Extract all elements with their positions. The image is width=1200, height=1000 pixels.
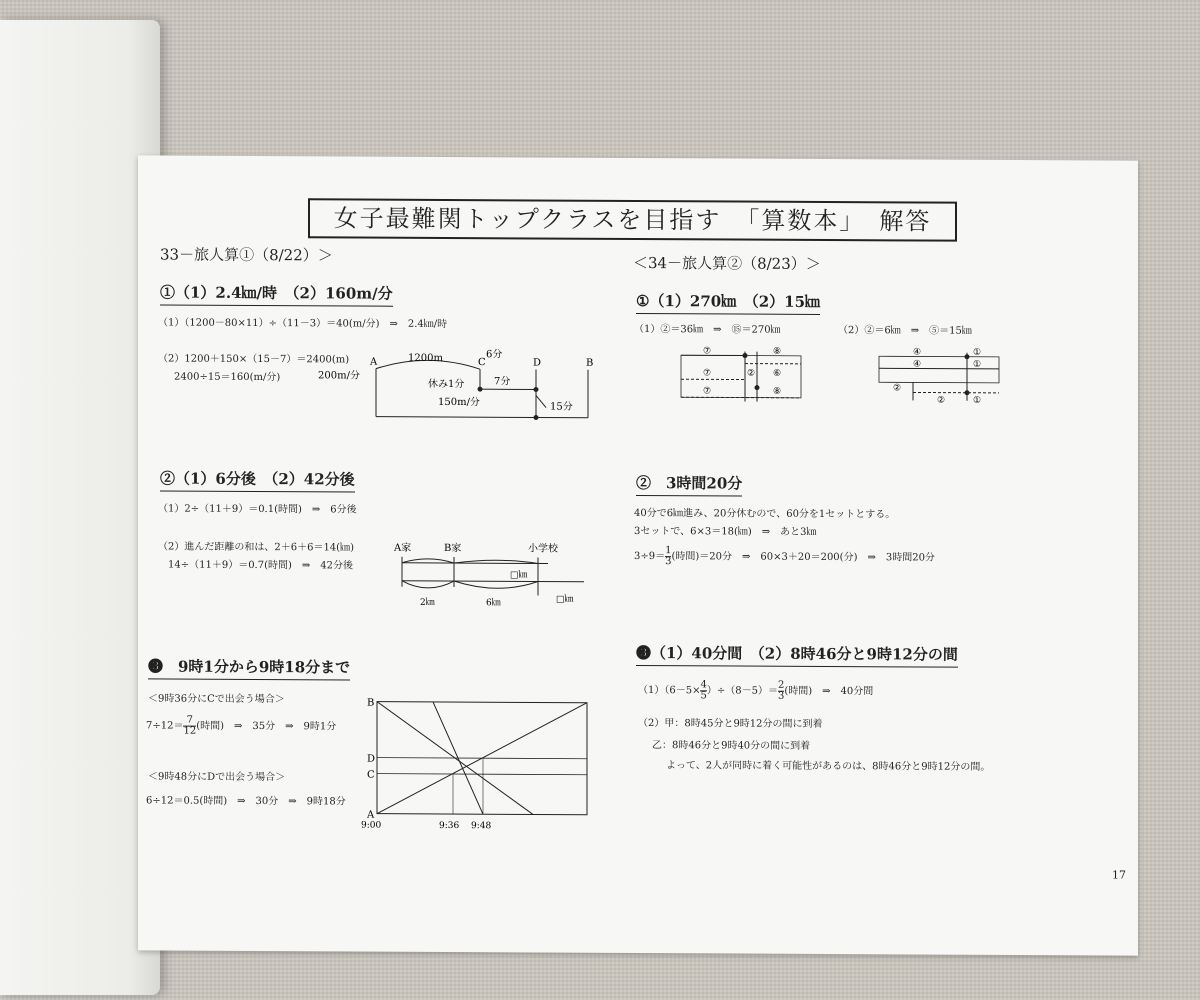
left-q3-graph bbox=[353, 692, 613, 833]
page-title: 女子最難関トップクラスを目指す 「算数本」 解答 bbox=[308, 198, 957, 241]
graph-time-936: 9:36 bbox=[439, 820, 460, 832]
label-rest: 休み1分 bbox=[428, 378, 465, 391]
graph-label-d: D bbox=[367, 753, 376, 765]
svg-text:⑧: ⑧ bbox=[773, 346, 782, 357]
svg-text:⑦: ⑦ bbox=[703, 346, 712, 357]
right-q1-diagram-left bbox=[673, 343, 823, 414]
left-q3-heading: ❸ 9時1分から9時18分まで bbox=[148, 655, 350, 680]
label-b-house: B家 bbox=[444, 542, 462, 555]
svg-text:①: ① bbox=[973, 359, 982, 370]
page-number: 17 bbox=[1112, 868, 1126, 882]
left-q2-diagram bbox=[388, 535, 598, 616]
left-q1-diagram bbox=[318, 346, 618, 428]
graph-label-a: A bbox=[367, 809, 375, 821]
left-q1-line1: （1）（1200－80×11）÷（11－3）＝40(m/分) ⇒ 2.4㎞/時 bbox=[158, 317, 448, 331]
label-6km: 6㎞ bbox=[486, 598, 501, 609]
right-q2-heading: ② 3時間20分 bbox=[636, 472, 742, 497]
left-q3-eq2: 6÷12＝0.5(時間) ⇒ 30分 ⇒ 9時18分 bbox=[146, 795, 346, 808]
left-q1-line3: 2400÷15＝160(m/分) bbox=[174, 371, 281, 384]
label-200mpm: 200m/分 bbox=[318, 370, 360, 382]
answer-page bbox=[138, 155, 1138, 955]
svg-text:⑧: ⑧ bbox=[773, 386, 782, 397]
svg-text:②: ② bbox=[937, 395, 946, 406]
right-q2-line1: 40分で6㎞進み、20分休むので、60分を1セットとする。 bbox=[634, 507, 896, 521]
label-a-house: A家 bbox=[394, 542, 412, 554]
left-q2-line2: （2）進んだ距離の和は、2＋6＋6＝14(㎞) bbox=[158, 541, 354, 554]
label-school: 小学校 bbox=[528, 543, 558, 555]
label-a: A bbox=[370, 356, 378, 368]
svg-text:④: ④ bbox=[913, 359, 922, 370]
label-d: D bbox=[533, 357, 542, 369]
right-q1-diagram-right bbox=[873, 344, 1023, 415]
right-q3-line2: （2）甲：8時45分と9時12分の間に到着 bbox=[638, 718, 823, 730]
label-15min: 15分 bbox=[550, 401, 573, 413]
left-q2-line1: （1）2÷（11＋9）＝0.1(時間) ⇒ 6分後 bbox=[158, 503, 357, 516]
label-box-km-2: □㎞ bbox=[556, 594, 574, 605]
graph-label-b: B bbox=[367, 697, 375, 709]
label-b: B bbox=[586, 357, 594, 369]
left-q3-eq1: 7÷12＝ $\frac{7}{12}$ (時間) ⇒ 35分 ⇒ 9時1分 bbox=[146, 714, 337, 737]
label-1200m: 1200m bbox=[408, 352, 443, 364]
left-q3-case2: ＜9時48分にDで出会う場合＞ bbox=[148, 771, 286, 784]
right-q3-line4: よって、2人が同時に着く可能性があるのは、8時46分と9時12分の間。 bbox=[666, 760, 991, 773]
right-q2-equation: 3÷9＝ $\frac{1}{3}$ (時間)＝20分 ⇒ 60×3＋20＝200(分) ⇒ 3時間20分 bbox=[634, 545, 935, 568]
label-7min: 7分 bbox=[494, 376, 511, 388]
label-c: C bbox=[478, 357, 486, 369]
right-q3-heading: ❸（1）40分間 （2）8時46分と9時12分の間 bbox=[636, 642, 958, 668]
graph-label-c: C bbox=[367, 769, 375, 781]
right-q1-line1: （1）②＝36㎞ ⇒ ⑮＝270㎞ bbox=[634, 323, 781, 336]
graph-time-900: 9:00 bbox=[361, 820, 382, 831]
label-box-km-1: □㎞ bbox=[510, 570, 528, 581]
label-6min: 6分 bbox=[486, 349, 503, 361]
left-q3-case1: ＜9時36分にCで出会う場合＞ bbox=[148, 693, 285, 706]
right-q3-line1: （1）（6－5× $\frac{4}{5}$ ）÷（8－5）＝ $\frac{2}{3}$ (時間) ⇒ 40分間 bbox=[638, 679, 874, 702]
svg-text:②: ② bbox=[893, 383, 902, 394]
left-q2-line3: 14÷（11＋9）＝0.7(時間) ⇒ 42分後 bbox=[168, 559, 353, 572]
svg-text:②: ② bbox=[747, 368, 756, 379]
svg-text:①: ① bbox=[973, 395, 982, 406]
previous-page bbox=[0, 20, 160, 995]
right-q1-line2: （2）②＝6㎞ ⇒ ⑤＝15㎞ bbox=[838, 325, 972, 337]
graph-time-948: 9:48 bbox=[471, 821, 492, 832]
right-section-header: ＜34－旅人算②（8/23）＞ bbox=[633, 253, 821, 273]
left-q1-heading: ①（1）2.4㎞/時 （2）160m/分 bbox=[160, 281, 393, 306]
svg-text:①: ① bbox=[973, 347, 982, 358]
svg-text:④: ④ bbox=[913, 347, 922, 358]
label-150mpm: 150m/分 bbox=[438, 396, 480, 409]
svg-text:⑦: ⑦ bbox=[703, 386, 712, 397]
right-q1-heading: ①（1）270㎞ （2）15㎞ bbox=[636, 290, 820, 315]
left-section-header: 33－旅人算①（8/22）＞ bbox=[160, 245, 333, 265]
left-q2-heading: ②（1）6分後 （2）42分後 bbox=[160, 467, 355, 492]
svg-text:⑦: ⑦ bbox=[703, 368, 712, 379]
right-q3-line3: 乙：8時46分と9時40分の間に到着 bbox=[652, 740, 811, 752]
right-q2-line2: 3セットで、6×3＝18(㎞) ⇒ あと3㎞ bbox=[634, 525, 817, 538]
svg-text:⑥: ⑥ bbox=[773, 368, 782, 379]
left-q1-line2: （2）1200＋150×（15－7）＝2400(m) bbox=[158, 353, 350, 366]
label-2km: 2㎞ bbox=[420, 597, 435, 608]
